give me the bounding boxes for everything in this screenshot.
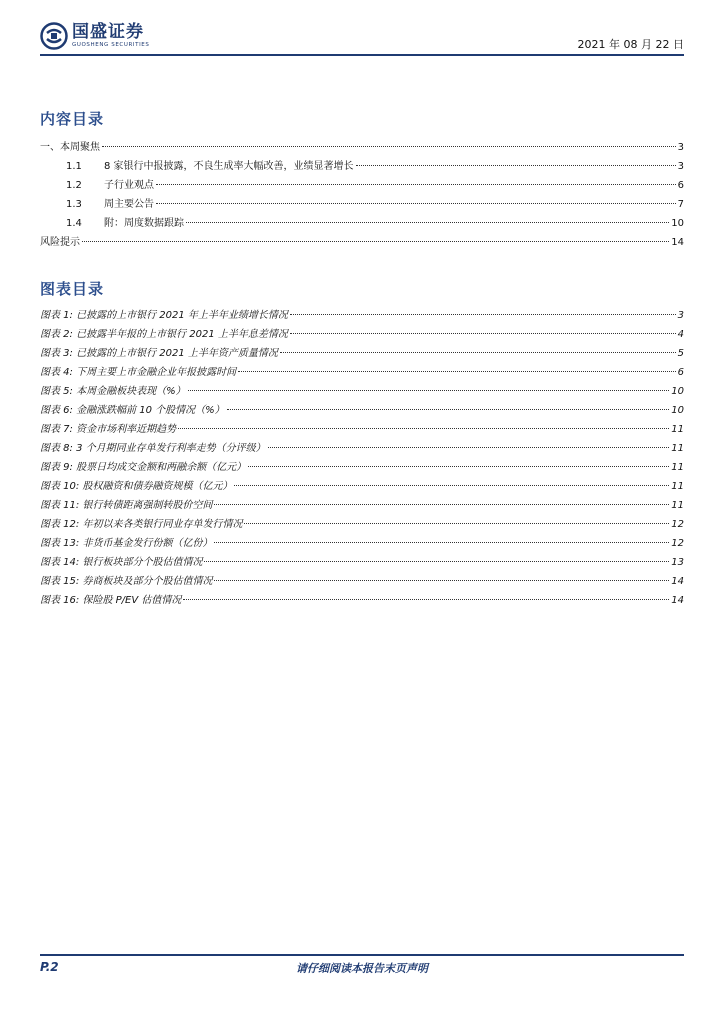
figure-entry-label: 图表 7: 资金市场利率近期趋势 <box>40 424 177 435</box>
leader-dots <box>214 580 669 581</box>
page-number: P.2 <box>40 960 59 974</box>
figure-entry-page: 10 <box>671 386 684 397</box>
figure-entry-page: 10 <box>671 405 684 416</box>
figure-entry-label: 图表 3: 已披露的上市银行 2021 上半年资产质量情况 <box>40 348 278 359</box>
figure-entry-page: 12 <box>671 538 684 549</box>
leader-dots <box>244 523 669 524</box>
toc-entry[interactable] <box>40 214 684 233</box>
leader-dots <box>238 371 676 372</box>
leader-dots <box>82 241 669 242</box>
toc-entry-label: 8 家银行中报披露，不良生成率大幅改善，业绩显著增长 <box>104 161 354 172</box>
figure-entry-label: 图表 14: 银行板块部分个股估值情况 <box>40 557 203 568</box>
toc-entry-page: 10 <box>671 218 684 229</box>
toc-entry-page: 6 <box>677 180 684 191</box>
figure-entry-label: 图表 13: 非货币基金发行份额（亿份） <box>40 538 213 549</box>
leader-dots <box>268 447 670 448</box>
leader-dots <box>156 184 676 185</box>
figure-entry[interactable] <box>40 477 684 496</box>
figure-entry-label: 图表 4: 下周主要上市金融企业年报披露时间 <box>40 367 237 378</box>
disclaimer-note: 请仔细阅读本报告末页声明 <box>296 962 428 975</box>
toc-entry-label: 附：周度数据跟踪 <box>104 218 184 229</box>
guosheng-logo-icon <box>40 22 68 50</box>
figure-entry-page: 4 <box>677 329 684 340</box>
figure-entry[interactable] <box>40 344 684 363</box>
leader-dots <box>227 409 670 410</box>
toc-entry-label: 子行业观点 <box>104 180 154 191</box>
figure-entry-label: 图表 8: 3 个月期同业存单发行利率走势（分评级） <box>40 443 266 454</box>
leader-dots <box>290 314 676 315</box>
toc-entry[interactable] <box>40 195 684 214</box>
toc-entry-number: 1.3 <box>66 199 82 210</box>
leader-dots <box>204 561 669 562</box>
figure-entry[interactable] <box>40 572 684 591</box>
toc-entry[interactable] <box>40 176 684 195</box>
toc-entry-page: 14 <box>671 237 684 248</box>
figure-entry-page: 6 <box>677 367 684 378</box>
figure-entry-page: 3 <box>677 310 684 321</box>
leader-dots <box>290 333 676 334</box>
figures-list <box>40 306 684 610</box>
figure-entry-page: 11 <box>671 424 684 435</box>
figure-entry-label: 图表 6: 金融涨跌幅前 10 个股情况（%） <box>40 405 225 416</box>
page-footer <box>40 954 684 975</box>
figure-entry[interactable] <box>40 591 684 610</box>
figure-entry[interactable] <box>40 420 684 439</box>
figure-entry-page: 13 <box>671 557 684 568</box>
figure-entry[interactable] <box>40 515 684 534</box>
leader-dots <box>178 428 669 429</box>
leader-dots <box>156 203 676 204</box>
leader-dots <box>183 599 669 600</box>
figure-entry[interactable] <box>40 439 684 458</box>
contents-title: 内容目录 <box>40 110 105 128</box>
toc-entry-number: 1.2 <box>66 180 82 191</box>
figure-entry-page: 11 <box>671 500 684 511</box>
toc-entry[interactable] <box>40 138 684 157</box>
figure-entry-page: 14 <box>671 576 684 587</box>
company-name-en: GUOSHENG SECURITIES <box>72 42 150 48</box>
leader-dots <box>214 504 669 505</box>
company-name-cn: 国盛证券 <box>72 22 144 42</box>
toc-entry-page: 3 <box>677 161 684 172</box>
leader-dots <box>186 222 669 223</box>
toc-entry-number: 1.4 <box>66 218 82 229</box>
figure-entry[interactable] <box>40 382 684 401</box>
leader-dots <box>280 352 676 353</box>
figure-entry-page: 14 <box>671 595 684 606</box>
figure-entry-label: 图表 15: 券商板块及部分个股估值情况 <box>40 576 213 587</box>
figure-entry[interactable] <box>40 401 684 420</box>
leader-dots <box>234 485 669 486</box>
figure-entry-page: 12 <box>671 519 684 530</box>
leader-dots <box>356 165 676 166</box>
report-date: 2021 年 08 月 22 日 <box>577 38 684 51</box>
figure-entry-label: 图表 16: 保险股 P/EV 估值情况 <box>40 595 182 606</box>
figure-entry-page: 5 <box>677 348 684 359</box>
figure-entry[interactable] <box>40 363 684 382</box>
figures-title: 图表目录 <box>40 280 105 298</box>
figure-entry-label: 图表 10: 股权融资和债券融资规模（亿元） <box>40 481 233 492</box>
leader-dots <box>214 542 669 543</box>
toc-entry[interactable] <box>40 233 684 252</box>
figure-entry-label: 图表 9: 股票日均成交金额和两融余额（亿元） <box>40 462 247 473</box>
toc-entry-number: 1.1 <box>66 161 82 172</box>
figure-entry-page: 11 <box>671 462 684 473</box>
figure-entry-label: 图表 5: 本周金融板块表现（%） <box>40 386 186 397</box>
toc-entry-label: 风险提示 <box>40 237 80 248</box>
figure-entry[interactable] <box>40 306 684 325</box>
leader-dots <box>248 466 669 467</box>
figure-entry-label: 图表 11: 银行转债距离强制转股价空间 <box>40 500 213 511</box>
figure-entry[interactable] <box>40 496 684 515</box>
figure-entry-label: 图表 2: 已披露半年报的上市银行 2021 上半年息差情况 <box>40 329 288 340</box>
figure-entry[interactable] <box>40 534 684 553</box>
leader-dots <box>188 390 670 391</box>
figure-entry-page: 11 <box>671 443 684 454</box>
company-logo <box>40 20 149 52</box>
figure-entry-page: 11 <box>671 481 684 492</box>
figure-entry[interactable] <box>40 553 684 572</box>
contents-list <box>40 138 684 252</box>
leader-dots <box>102 146 676 147</box>
toc-entry-label: 周主要公告 <box>104 199 154 210</box>
toc-entry-label: 一、本周聚焦 <box>40 142 100 153</box>
figure-entry[interactable] <box>40 458 684 477</box>
toc-entry-page: 7 <box>677 199 684 210</box>
toc-entry[interactable] <box>40 157 684 176</box>
toc-entry-page: 3 <box>677 142 684 153</box>
figure-entry-label: 图表 12: 年初以来各类银行同业存单发行情况 <box>40 519 243 530</box>
figure-entry[interactable] <box>40 325 684 344</box>
figure-entry-label: 图表 1: 已披露的上市银行 2021 年上半年业绩增长情况 <box>40 310 288 321</box>
page-header <box>40 20 684 56</box>
